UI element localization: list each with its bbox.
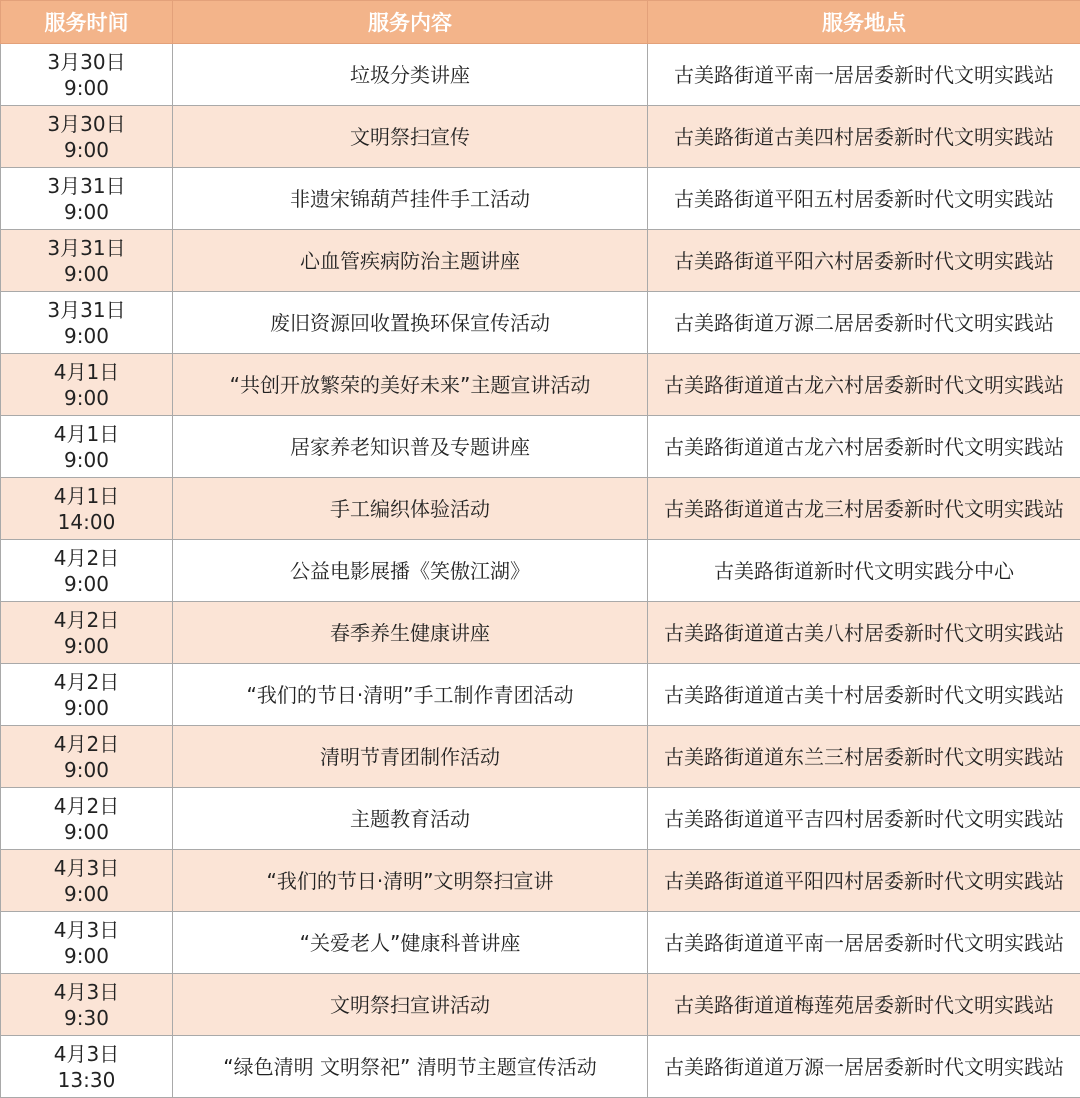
service-date: 4月1日 [1, 421, 172, 447]
service-location-cell: 古美路街道道平南一居居委新时代文明实践站 [648, 912, 1080, 974]
table-row [1, 974, 1080, 1036]
table-row [1, 168, 1080, 230]
service-content-cell: 主题教育活动 [173, 788, 648, 850]
service-location-cell: 古美路街道平阳六村居委新时代文明实践站 [648, 230, 1080, 292]
service-content-cell: “我们的节日·清明”手工制作青团活动 [173, 664, 648, 726]
service-location-cell: 古美路街道道古龙六村居委新时代文明实践站 [648, 416, 1080, 478]
service-location-cell: 古美路街道道古龙三村居委新时代文明实践站 [648, 478, 1080, 540]
service-location-cell: 古美路街道道古龙六村居委新时代文明实践站 [648, 354, 1080, 416]
service-content-cell: “我们的节日·清明”文明祭扫宣讲 [173, 850, 648, 912]
service-date: 4月2日 [1, 793, 172, 819]
service-time-cell [1, 354, 173, 416]
table-row [1, 478, 1080, 540]
service-location-cell: 古美路街道道梅莲苑居委新时代文明实践站 [648, 974, 1080, 1036]
service-date: 3月30日 [1, 49, 172, 75]
service-clock-time: 9:00 [1, 943, 172, 969]
service-date: 3月31日 [1, 173, 172, 199]
service-content-cell: 垃圾分类讲座 [173, 44, 648, 106]
table-row [1, 602, 1080, 664]
service-clock-time: 9:00 [1, 75, 172, 101]
service-clock-time: 9:00 [1, 385, 172, 411]
service-clock-time: 9:00 [1, 199, 172, 225]
service-time-cell [1, 602, 173, 664]
service-time-cell [1, 478, 173, 540]
service-time-cell [1, 850, 173, 912]
service-time-cell [1, 416, 173, 478]
service-content-cell: 文明祭扫宣传 [173, 106, 648, 168]
service-location-cell: 古美路街道道平吉四村居委新时代文明实践站 [648, 788, 1080, 850]
service-content-cell: 非遗宋锦葫芦挂件手工活动 [173, 168, 648, 230]
table-row [1, 1036, 1080, 1098]
service-time-cell [1, 726, 173, 788]
service-clock-time: 9:00 [1, 695, 172, 721]
service-clock-time: 9:00 [1, 571, 172, 597]
service-time-cell [1, 664, 173, 726]
table-row [1, 540, 1080, 602]
service-date: 4月2日 [1, 607, 172, 633]
service-time-cell [1, 230, 173, 292]
service-date: 3月31日 [1, 297, 172, 323]
service-location-cell: 古美路街道道万源一居居委新时代文明实践站 [648, 1036, 1080, 1098]
service-content-cell: 清明节青团制作活动 [173, 726, 648, 788]
service-location-cell: 古美路街道新时代文明实践分中心 [648, 540, 1080, 602]
table-row [1, 726, 1080, 788]
service-date: 4月3日 [1, 979, 172, 1005]
service-content-cell: “绿色清明 文明祭祀” 清明节主题宣传活动 [173, 1036, 648, 1098]
service-time-cell [1, 788, 173, 850]
service-date: 4月2日 [1, 669, 172, 695]
service-date: 4月2日 [1, 731, 172, 757]
table-row [1, 44, 1080, 106]
table-row [1, 230, 1080, 292]
service-content-cell: 公益电影展播《笑傲江湖》 [173, 540, 648, 602]
table-row [1, 106, 1080, 168]
service-time-cell [1, 912, 173, 974]
service-content-cell: 心血管疾病防治主题讲座 [173, 230, 648, 292]
service-date: 4月3日 [1, 855, 172, 881]
service-clock-time: 9:00 [1, 447, 172, 473]
service-location-cell: 古美路街道万源二居居委新时代文明实践站 [648, 292, 1080, 354]
service-content-cell: “共创开放繁荣的美好未来”主题宣讲活动 [173, 354, 648, 416]
table-row [1, 788, 1080, 850]
service-time-cell [1, 106, 173, 168]
service-date: 4月1日 [1, 483, 172, 509]
table-row [1, 912, 1080, 974]
service-date: 4月3日 [1, 917, 172, 943]
header-service-time: 服务时间 [1, 1, 173, 44]
table-row [1, 292, 1080, 354]
service-clock-time: 9:00 [1, 323, 172, 349]
service-clock-time: 14:00 [1, 509, 172, 535]
service-time-cell [1, 974, 173, 1036]
header-row [1, 1, 1080, 44]
service-location-cell: 古美路街道平阳五村居委新时代文明实践站 [648, 168, 1080, 230]
service-content-cell: 手工编织体验活动 [173, 478, 648, 540]
service-clock-time: 9:00 [1, 137, 172, 163]
service-location-cell: 古美路街道道古美十村居委新时代文明实践站 [648, 664, 1080, 726]
table-row [1, 354, 1080, 416]
table-row [1, 416, 1080, 478]
table-body [1, 44, 1080, 1098]
service-clock-time: 9:30 [1, 1005, 172, 1031]
service-clock-time: 9:00 [1, 261, 172, 287]
service-clock-time: 9:00 [1, 819, 172, 845]
service-time-cell [1, 1036, 173, 1098]
service-content-cell: “关爱老人”健康科普讲座 [173, 912, 648, 974]
service-time-cell [1, 44, 173, 106]
service-location-cell: 古美路街道古美四村居委新时代文明实践站 [648, 106, 1080, 168]
service-location-cell: 古美路街道道古美八村居委新时代文明实践站 [648, 602, 1080, 664]
service-clock-time: 13:30 [1, 1067, 172, 1093]
service-date: 3月30日 [1, 111, 172, 137]
service-clock-time: 9:00 [1, 757, 172, 783]
service-clock-time: 9:00 [1, 881, 172, 907]
service-location-cell: 古美路街道道平阳四村居委新时代文明实践站 [648, 850, 1080, 912]
service-date: 4月3日 [1, 1041, 172, 1067]
service-content-cell: 文明祭扫宣讲活动 [173, 974, 648, 1036]
service-content-cell: 居家养老知识普及专题讲座 [173, 416, 648, 478]
service-time-cell [1, 540, 173, 602]
header-service-location: 服务地点 [648, 1, 1080, 44]
service-date: 4月2日 [1, 545, 172, 571]
header-service-content: 服务内容 [173, 1, 648, 44]
service-content-cell: 春季养生健康讲座 [173, 602, 648, 664]
service-time-cell [1, 292, 173, 354]
service-location-cell: 古美路街道平南一居居委新时代文明实践站 [648, 44, 1080, 106]
service-content-cell: 废旧资源回收置换环保宣传活动 [173, 292, 648, 354]
table-row [1, 850, 1080, 912]
table-header [1, 1, 1080, 44]
service-date: 4月1日 [1, 359, 172, 385]
service-clock-time: 9:00 [1, 633, 172, 659]
table-row [1, 664, 1080, 726]
service-time-cell [1, 168, 173, 230]
service-location-cell: 古美路街道道东兰三村居委新时代文明实践站 [648, 726, 1080, 788]
service-date: 3月31日 [1, 235, 172, 261]
